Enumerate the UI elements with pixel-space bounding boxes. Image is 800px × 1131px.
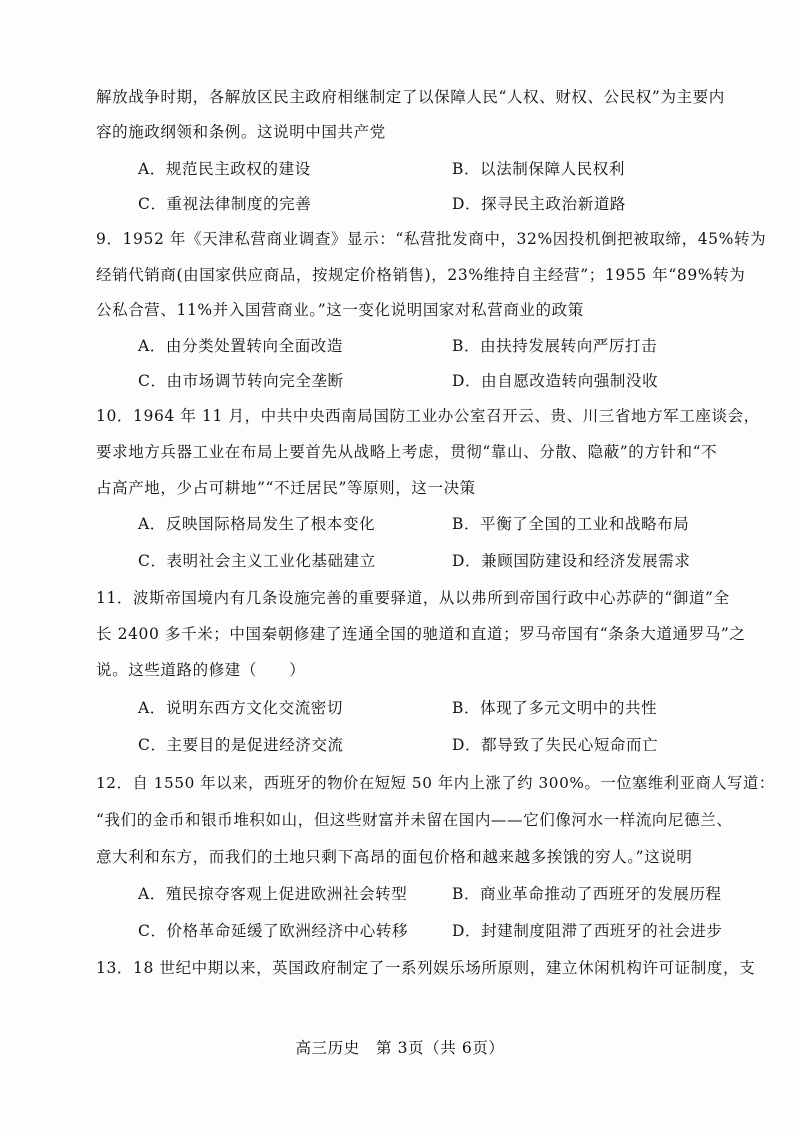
question-11-line-1: 11．波斯帝国境内有几条设施完善的重要驿道，从以弗所到帝国行政中心苏萨的“御道”全 <box>96 589 730 607</box>
question-9-line-3: 公私合营、11%并入国营商业。”这一变化说明国家对私营商业的政策 <box>96 301 584 319</box>
question-11-option-b: B．体现了多元文明中的共性 <box>452 699 658 717</box>
question-10-option-d: D．兼顾国防建设和经济发展需求 <box>452 552 691 570</box>
question-10-option-c: C．表明社会主义工业化基础建立 <box>138 552 376 570</box>
question-10-line-2: 要求地方兵器工业在布局上要首先从战略上考虑，贯彻“靠山、分散、隐蔽”的方针和“不 <box>96 443 718 461</box>
page-footer: 高三历史 第 3页（共 6页） <box>295 1039 505 1057</box>
question-9-option-d: D．由自愿改造转向强制没收 <box>452 372 659 390</box>
question-9-option-a: A．由分类处置转向全面改造 <box>138 337 343 355</box>
question-10-option-a: A．反映国际格局发生了根本变化 <box>138 515 376 533</box>
question-9-line-1: 9．1952 年《天津私营商业调查》显示：“私营批发商中，32%因投机倒把被取缔，45%转为 <box>96 230 767 248</box>
question-12-line-1: 12．自 1550 年以来，西班牙的物价在短短 50 年内上涨了约 300%。一位塞维利亚商人写道： <box>96 774 775 792</box>
question-12-line-2: “我们的金币和银币堆积如山，但这些财富并未留在国内——它们像河水一样流向尼德兰、 <box>96 811 733 829</box>
question-12-option-b: B．商业革命推动了西班牙的发展历程 <box>452 885 722 903</box>
question-9-line-2: 经销代销商(由国家供应商品，按规定价格销售)，23%维持自主经营”；1955 年“89%转为 <box>96 266 746 284</box>
question-10-option-b: B．平衡了全国的工业和战略布局 <box>452 515 690 533</box>
question-8-line-2: 容的施政纲领和条例。这说明中国共产党 <box>96 123 386 141</box>
question-9-option-b: B．由扶持发展转向严厉打击 <box>452 337 658 355</box>
question-8-option-b: B．以法制保障人民权利 <box>452 160 625 178</box>
question-8-option-d: D．探寻民主政治新道路 <box>452 195 627 213</box>
question-8-option-a: A．规范民主政权的建设 <box>138 160 311 178</box>
question-11-option-d: D．都导致了失民心短命而亡 <box>452 736 659 754</box>
question-12-option-a: A．殖民掠夺客观上促进欧洲社会转型 <box>138 885 408 903</box>
question-8-line-1: 解放战争时期，各解放区民主政府相继制定了以保障人民“人权、财权、公民权”为主要内 <box>96 88 725 106</box>
question-12-option-c: C．价格革命延缓了欧洲经济中心转移 <box>138 922 409 940</box>
question-10-line-1: 10．1964 年 11 月，中共中央西南局国防工业办公室召开云、贵、川三省地方军工座谈会， <box>96 407 760 425</box>
question-12-line-3: 意大利和东方，而我们的土地只剩下高昂的面包价格和越来越多挨饿的穷人。”这说明 <box>96 848 693 866</box>
question-8-option-c: C．重视法律制度的完善 <box>138 195 312 213</box>
question-12-option-d: D．封建制度阻滞了西班牙的社会进步 <box>452 922 723 940</box>
question-11-line-2: 长 2400 多千米；中国秦朝修建了连通全国的驰道和直道；罗马帝国有“条条大道通罗马”之 <box>96 625 746 643</box>
question-11-line-3: 说。这些道路的修建（ ） <box>96 661 306 679</box>
question-13-line-1: 13．18 世纪中期以来，英国政府制定了一系列娱乐场所原则，建立休闲机构许可证制度，支 <box>96 959 756 977</box>
question-10-line-3: 占高产地，少占可耕地”“不迁居民”等原则，这一决策 <box>96 479 476 497</box>
question-9-option-c: C．由市场调节转向完全垄断 <box>138 372 344 390</box>
question-11-option-a: A．说明东西方文化交流密切 <box>138 699 343 717</box>
question-11-option-c: C．主要目的是促进经济交流 <box>138 736 344 754</box>
